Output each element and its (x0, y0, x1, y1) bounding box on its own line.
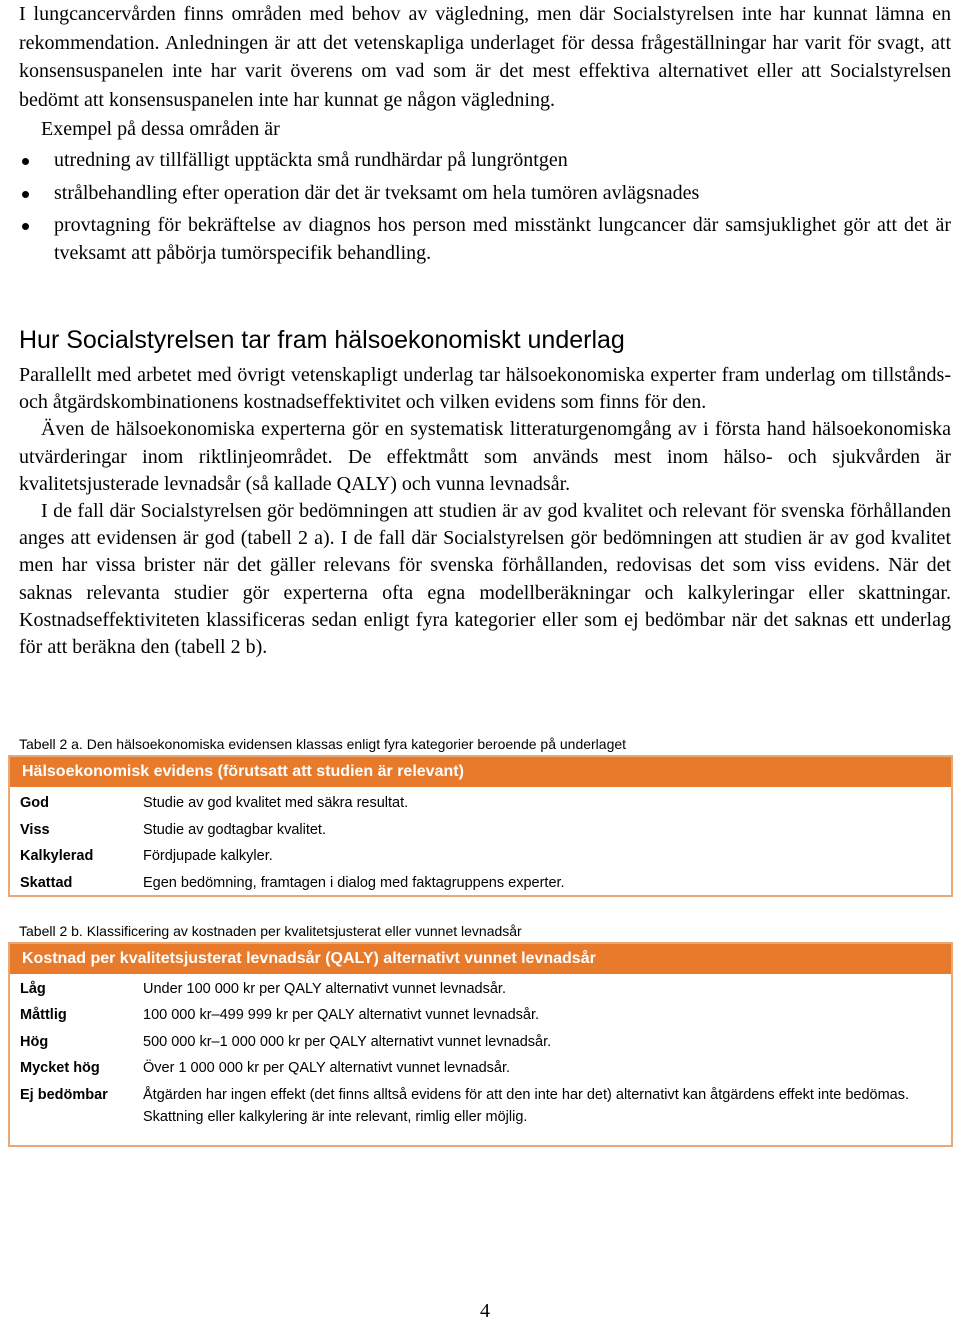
section-heading: Hur Socialstyrelsen tar fram hälsoekonomiskt underlag (19, 326, 625, 354)
table-row: Mycket hög Över 1 000 000 kr per QALY alternativt vunnet levnadsår. (20, 1059, 511, 1076)
table-row: Ej bedömbar Åtgärden har ingen effekt (det finns alltså evidens för att den inte har det) alternativt kan åtgärdens effekt inte bedömas. Skattning eller kalkylering är inte relevant, rimlig eller möjlig. (20, 1087, 910, 1126)
table-b-header: Kostnad per kvalitetsjusterat levnadsår (QALY) alternativt vunnet levnadsår (10, 944, 951, 974)
table-row: God Studie av god kvalitet med säkra resultat. (20, 795, 409, 811)
bullet-icon (22, 158, 29, 165)
table-row: Kalkylerad Fördjupade kalkyler. (20, 848, 273, 864)
section-paragraph: I de fall där Socialstyrelsen gör bedömningen att studien är av god kvalitet och relevant för svenska förhållanden anges att evidensen är god (tabell 2 a). I de fall där Socialstyrelsen gör bedömningen att studien är av god kvalitet men har vissa brister när det gäller relevans för svenska förhållanden, redovisas det som viss evidens. När det saknas relevanta studier gör experterna ofta egna modellberäkningar och kalkyleringar eller skattningar. Kostnadseffektiviteten klassificeras sedan enligt fyra kategorier eller som ej bedömbar när det saknas ett underlag för att beräkna den (tabell 2 b). (19, 500, 951, 659)
table-a (8, 755, 953, 897)
table-row: Hög 500 000 kr–1 000 000 kr per QALY alternativt vunnet levnadsår. (20, 1033, 552, 1050)
list-item: strålbehandling efter operation där det är tveksamt om hela tumören avlägsnades (19, 180, 951, 208)
examples-list (19, 147, 951, 267)
table-b (8, 942, 953, 1147)
section-paragraph: Även de hälsoekonomiska experterna gör en systematisk litteraturgenomgång av i första hand hälsoekonomiska utvärderingar inom riktlinjeområdet. De effektmått som används mest inom hälso- och sjukvården är kvalitetsjusterade levnadsår (så kallade QALY) och vunna levnadsår. (19, 418, 951, 495)
list-item: utredning av tillfälligt upptäckta små rundhärdar på lungröntgen (19, 147, 951, 175)
table-row: Skattad Egen bedömning, framtagen i dialog med faktagruppens experter. (20, 874, 565, 891)
table-row: Måttlig 100 000 kr–499 999 kr per QALY alternativt vunnet levnadsår. (20, 1007, 540, 1024)
examples-lead: Exempel på dessa områden är (41, 118, 280, 140)
section-paragraph: Parallellt med arbetet med övrigt vetenskapligt underlag tar hälsoekonomiska experter fram underlag om tillstånds- och åtgärdskombinationens kostnadseffektivitet och vilken evidens som finns för den. (19, 364, 951, 414)
list-item: provtagning för bekräftelse av diagnos hos person med misstänkt lungcancer där samsjuklighet gör att det är tveksamt att påbörja tumörspecifik behandling. (19, 212, 951, 267)
table-row: Låg Under 100 000 kr per QALY alternativt vunnet levnadsår. (20, 981, 506, 997)
intro-paragraph: I lungcancervården finns områden med behov av vägledning, men där Socialstyrelsen inte har kunnat lämna en rekommendation. Anledningen är att det vetenskapliga underlaget för dessa frågeställningar har varit för svagt, att konsensuspanelen inte har varit överens om vad som är det mest effektiva alternativet eller att Socialstyrelsen bedömt att konsensuspanelen inte har kunnat ge någon vägledning. (19, 3, 951, 111)
table-a-header: Hälsoekonomisk evidens (förutsatt att studien är relevant) (10, 757, 951, 787)
table-row: Viss Studie av godtagbar kvalitet. (20, 821, 326, 838)
bullet-icon (22, 191, 29, 198)
table-a-caption: Tabell 2 a. Den hälsoekonomiska evidensen klassas enligt fyra kategorier beroende på underlaget (19, 736, 627, 752)
bullet-icon (22, 223, 29, 230)
table-b-caption: Tabell 2 b. Klassificering av kostnaden per kvalitetsjusterat eller vunnet levnadsår (19, 923, 522, 939)
intro-block (19, 0, 951, 272)
section-body (19, 362, 951, 661)
page-number: 4 (480, 1300, 490, 1322)
